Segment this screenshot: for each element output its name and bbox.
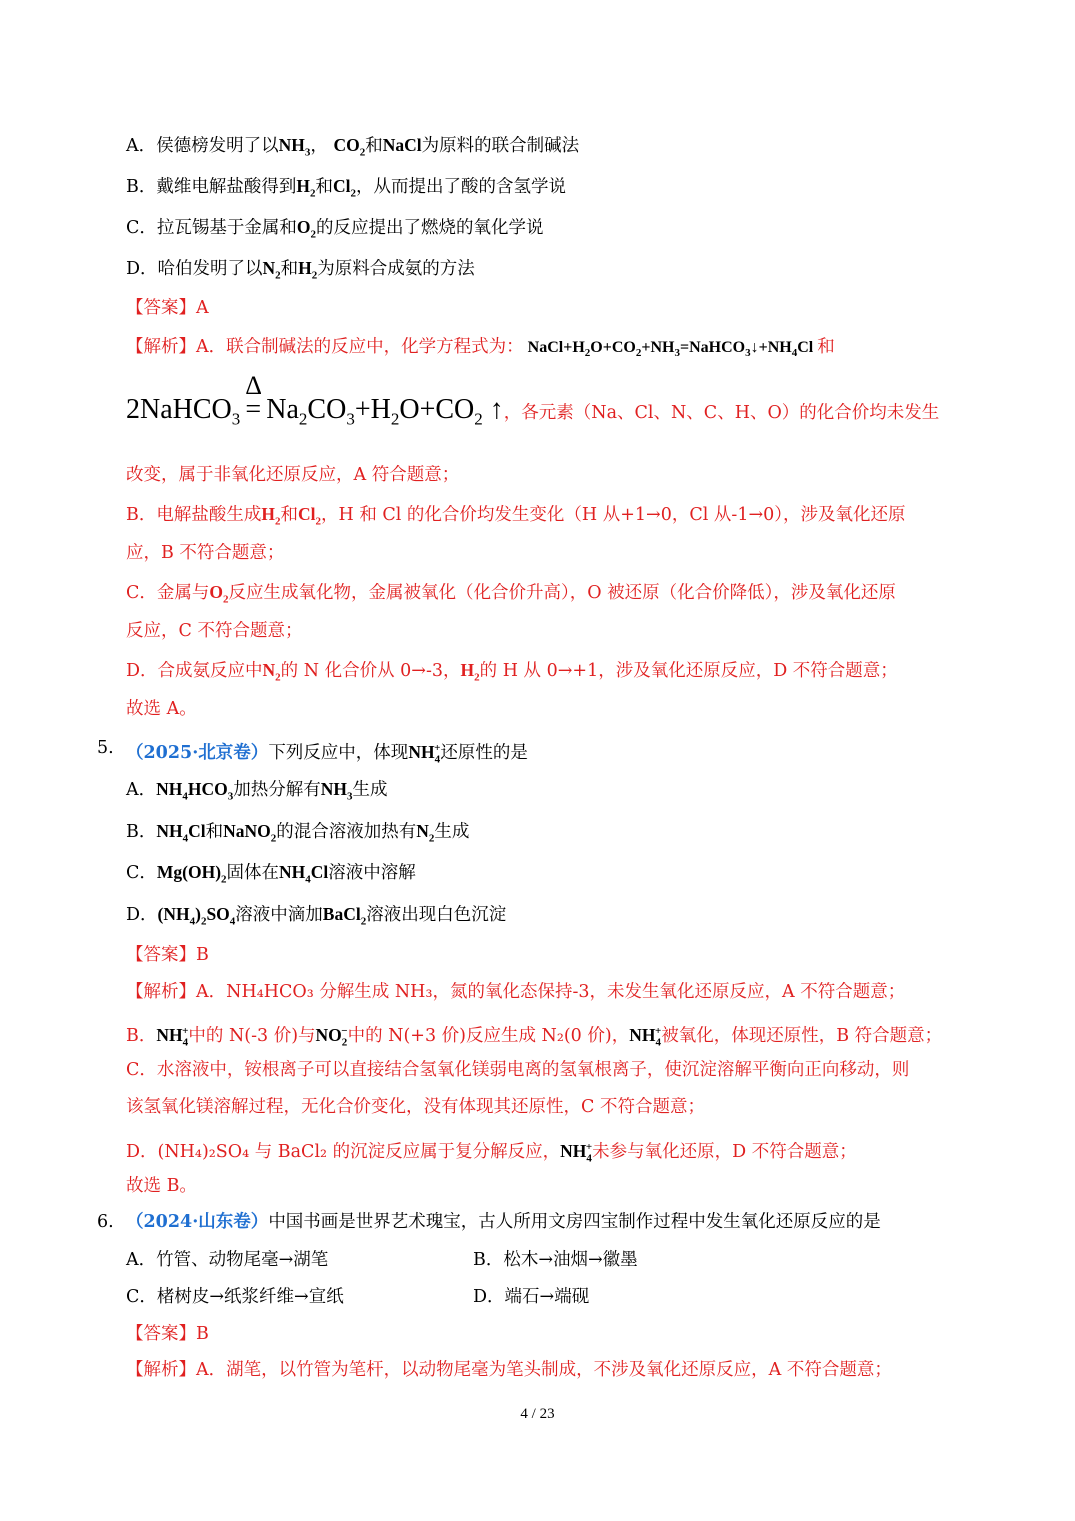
q5-analysis-a: 【解析】A．NH₄HCO₃ 分解生成 NH₃，氮的氧化态保持-3，未发生氧化还原反应，A 不符合题意； xyxy=(126,982,906,1002)
q4-analysis-b2: 应，B 不符合题意； xyxy=(126,543,285,563)
q4-analysis-c2: 反应，C 不符合题意； xyxy=(126,621,303,641)
q4-analysis-equation: 2NaHCO$_3$ Δ = $Na_2CO_3+H_2O+CO_2$ ↑，各元素（Na、Cl、N、C、H、O）的化合价均未发生 xyxy=(126,371,940,429)
q6-answer: 【答案】B xyxy=(126,1324,209,1344)
q6-option-a: A．竹管、动物尾毫→湖笔 xyxy=(126,1250,329,1270)
q4-option-a: A．侯德榜发明了以$NH_3$， $CO_2$和NaCl为原料的联合制碱法 xyxy=(126,135,580,159)
q5-analysis-b: B．$NH_4^+$中的 N(-3 价)与$NO_2^-$中的 N(+3 价)反应生成 N₂(0 价)，$NH_4^+$被氧化，体现还原性，B 符合题意； xyxy=(126,1024,943,1049)
q4-analysis-b1: B．电解盐酸生成$H_2$和$Cl_2$，H 和 Cl 的化合价均发生变化（H 从+1→0，Cl 从-1→0），涉及氧化还原 xyxy=(126,504,906,528)
q4-analysis-c1: C．金属与$O_2$反应生成氧化物，金属被氧化（化合价升高），O 被还原（化合价降低），涉及氧化还原 xyxy=(126,582,896,606)
q4-conclusion: 故选 A。 xyxy=(126,699,197,719)
q5-option-d: D．$(NH_4)_2SO_4$溶液中滴加BaCl$_2$溶液出现白色沉淀 xyxy=(126,904,507,928)
q5-stem: （2025·北京卷）下列反应中，体现$NH_4^+$还原性的是 xyxy=(126,741,528,766)
q6-stem: （2024·山东卷）中国书画是世界艺术瑰宝，古人所用文房四宝制作过程中发生氧化还原反应的是 xyxy=(126,1212,881,1232)
q4-analysis-a3: 改变，属于非氧化还原反应，A 符合题意； xyxy=(126,465,460,485)
q6-option-b: B．松木→油烟→徽墨 xyxy=(473,1250,638,1270)
q5-analysis-d: D．(NH₄)₂SO₄ 与 BaCl₂ 的沉淀反应属于复分解反应，$NH_4^+$未参与氧化还原，D 不符合题意； xyxy=(126,1140,857,1165)
q5-analysis-c1: C．水溶液中，铵根离子可以直接结合氢氧化镁弱电离的氢氧根离子，使沉淀溶解平衡向正向移动，则 xyxy=(126,1060,910,1080)
q4-option-c: C．拉瓦锡基于金属和$O_2$的反应提出了燃烧的氧化学说 xyxy=(126,217,544,241)
q5-option-b: B．$NH_4Cl$和NaNO$_2$的混合溶液加热有$N_2$生成 xyxy=(126,821,470,845)
q5-number: 5. xyxy=(97,738,114,758)
q6-options-row2 xyxy=(126,1285,926,1309)
q6-option-c: C．楮树皮→纸浆纤维→宣纸 xyxy=(126,1287,344,1307)
q6-options-row1 xyxy=(126,1248,926,1272)
q5-option-a: A．$NH_4HCO_3$加热分解有$NH_3$生成 xyxy=(126,779,388,803)
q4-answer: 【答案】A xyxy=(126,298,209,318)
q6-number: 6. xyxy=(97,1212,114,1232)
q6-analysis-a: 【解析】A．湖笔，以竹管为笔杆，以动物尾毫为笔头制成，不涉及氧化还原反应，A 不符合题意； xyxy=(126,1360,892,1380)
q5-conclusion: 故选 B。 xyxy=(126,1176,197,1196)
q5-answer: 【答案】B xyxy=(126,945,209,965)
q4-option-b: B．戴维电解盐酸得到$H_2$和$Cl_2$，从而提出了酸的含氢学说 xyxy=(126,176,566,200)
page-number: 4 / 23 xyxy=(520,1406,555,1422)
q6-option-d: D．端石→端砚 xyxy=(473,1287,590,1307)
q4-analysis-a1: 【解析】A．联合制碱法的反应中，化学方程式为： $NaCl+H_2O+CO_2+NH_3=NaHCO_3↓+NH_4Cl$ 和 xyxy=(126,337,835,360)
q5-option-c: C．$Mg(OH)_2$固体在$NH_4Cl$溶液中溶解 xyxy=(126,862,416,886)
q4-analysis-d: D．合成氨反应中$N_2$的 N 化合价从 0→-3，$H_2$的 H 从 0→+1，涉及氧化还原反应，D 不符合题意； xyxy=(126,660,898,684)
q4-option-d: D．哈伯发明了以$N_2$和$H_2$为原料合成氨的方法 xyxy=(126,258,475,282)
q5-analysis-c2: 该氢氧化镁溶解过程，无化合价变化，没有体现其还原性，C 不符合题意； xyxy=(126,1097,705,1117)
